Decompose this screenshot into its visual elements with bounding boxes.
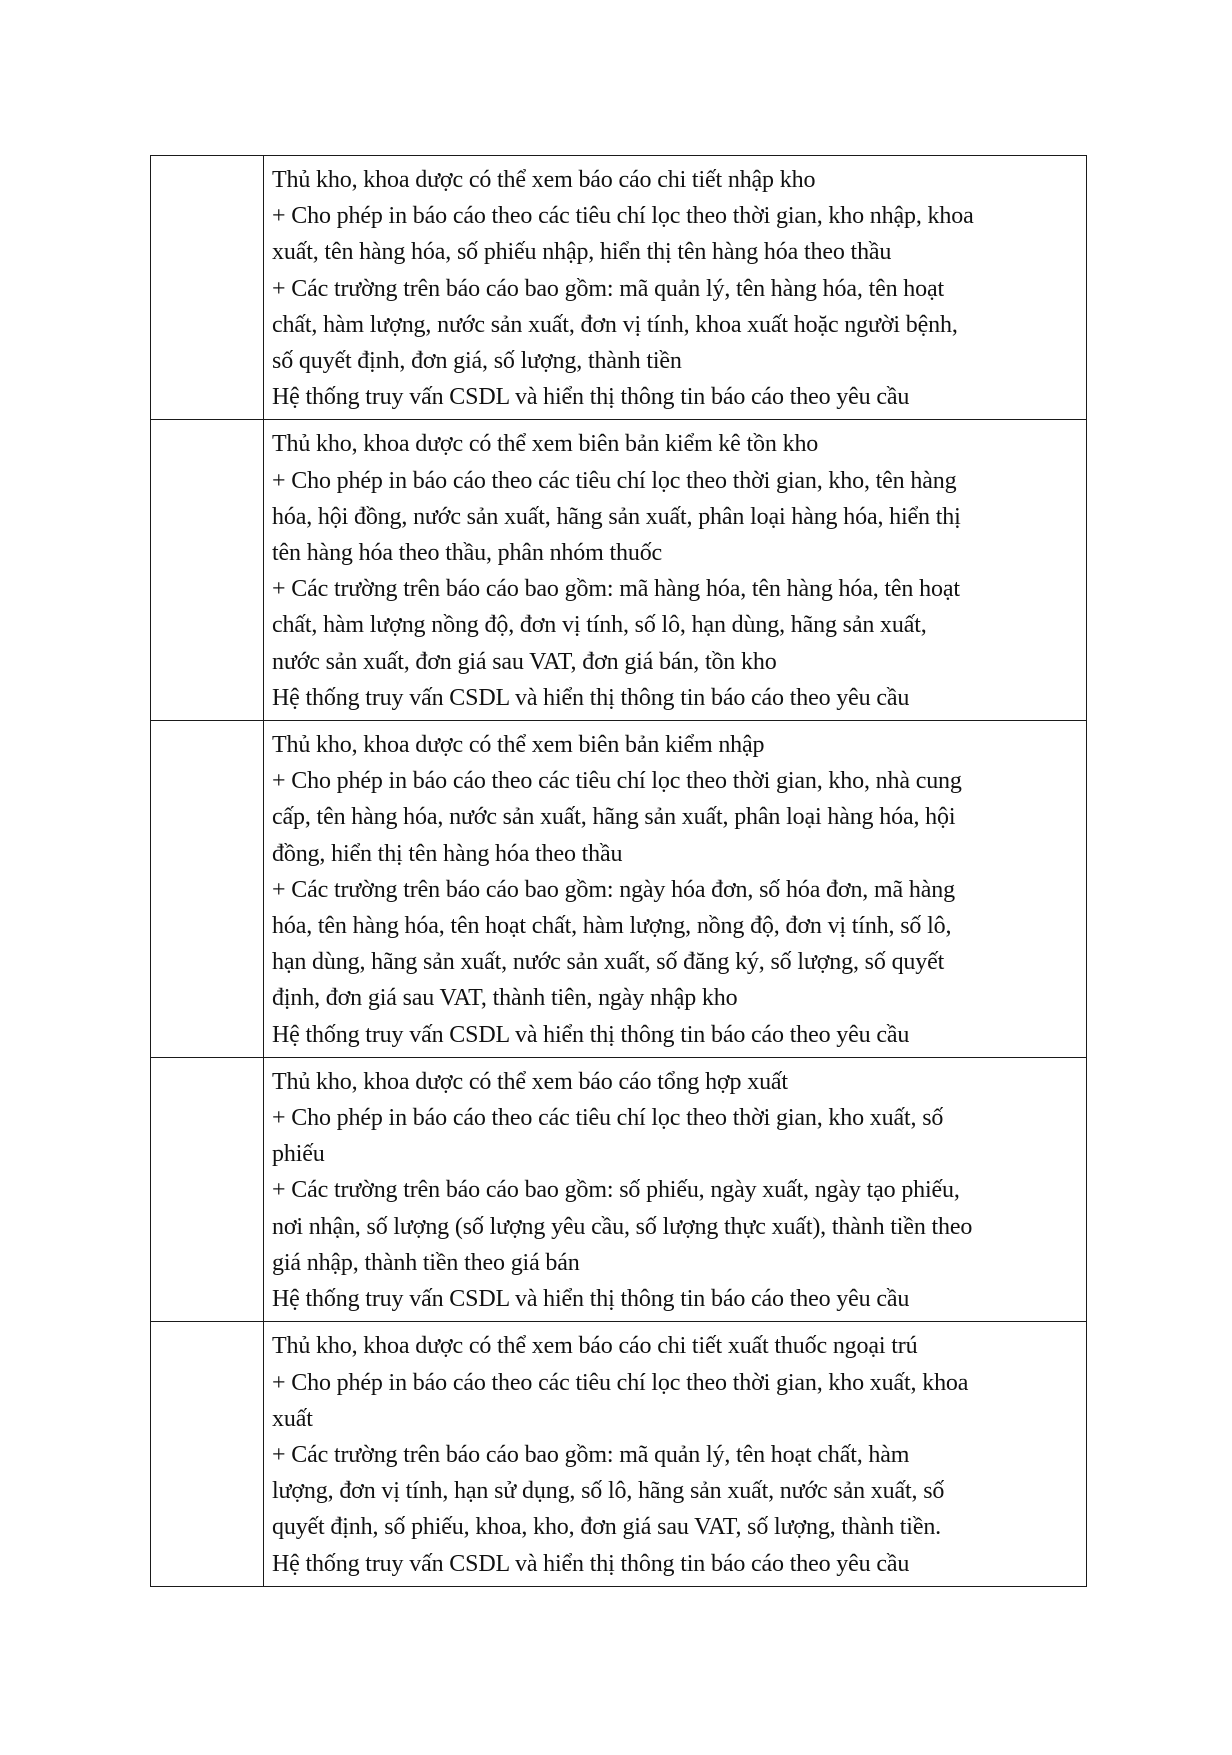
text-line: quyết định, số phiếu, khoa, kho, đơn giá sau VAT, số lượng, thành tiền. [272,1514,942,1541]
row-title: Thủ kho, khoa dược có thể xem báo cáo tổng hợp xuất [272,1068,788,1095]
text-line: lượng, đơn vị tính, hạn sử dụng, số lô, hãng sản xuất, nước sản xuất, số [272,1478,945,1505]
description-cell [264,420,1087,721]
index-cell [151,420,264,721]
text-line: + Các trường trên báo cáo bao gồm: mã quản lý, tên hoạt chất, hàm [272,1441,910,1468]
index-cell [151,1322,264,1586]
text-line: + Các trường trên báo cáo bao gồm: ngày hóa đơn, số hóa đơn, mã hàng [272,876,955,903]
text-line: Hệ thống truy vấn CSDL và hiển thị thông tin báo cáo theo yêu cầu [272,1550,910,1577]
index-cell [151,1057,264,1321]
text-line: xuất [272,1405,313,1432]
text-line: + Các trường trên báo cáo bao gồm: mã quản lý, tên hàng hóa, tên hoạt [272,275,945,302]
text-line: nơi nhận, số lượng (số lượng yêu cầu, số lượng thực xuất), thành tiền theo [272,1213,973,1240]
text-line: hạn dùng, hãng sản xuất, nước sản xuất, số đăng ký, số lượng, số quyết [272,949,945,976]
description-cell [264,1057,1087,1321]
text-line: chất, hàm lượng, nước sản xuất, đơn vị tính, khoa xuất hoặc người bệnh, [272,311,958,338]
description-cell [264,156,1087,420]
text-line: + Các trường trên báo cáo bao gồm: số phiếu, ngày xuất, ngày tạo phiếu, [272,1177,960,1204]
text-line: chất, hàm lượng nồng độ, đơn vị tính, số lô, hạn dùng, hãng sản xuất, [272,612,927,639]
index-cell [151,721,264,1058]
row-title: Thủ kho, khoa dược có thể xem báo cáo chi tiết nhập kho [272,167,816,193]
table-row [151,156,1087,420]
text-line: đồng, hiển thị tên hàng hóa theo thầu [272,840,623,867]
requirements-table [150,155,1087,1587]
description-cell [264,1322,1087,1586]
text-line: + Cho phép in báo cáo theo các tiêu chí lọc theo thời gian, kho xuất, khoa [272,1369,969,1396]
table-row [151,721,1087,1058]
text-line: nước sản xuất, đơn giá sau VAT, đơn giá bán, tồn kho [272,648,777,675]
row-title: Thủ kho, khoa dược có thể xem báo cáo chi tiết xuất thuốc ngoại trú [272,1333,918,1360]
text-line: giá nhập, thành tiền theo giá bán [272,1249,580,1276]
text-line: cấp, tên hàng hóa, nước sản xuất, hãng sản xuất, phân loại hàng hóa, hội [272,804,956,831]
text-line: Hệ thống truy vấn CSDL và hiển thị thông tin báo cáo theo yêu cầu [272,384,910,411]
text-line: + Cho phép in báo cáo theo các tiêu chí lọc theo thời gian, kho xuất, số [272,1105,944,1132]
text-line: tên hàng hóa theo thầu, phân nhóm thuốc [272,540,663,567]
description-cell [264,721,1087,1058]
table-row [151,420,1087,721]
text-line: hóa, hội đồng, nước sản xuất, hãng sản xuất, phân loại hàng hóa, hiển thị [272,503,961,530]
row-title: Thủ kho, khoa dược có thể xem biên bản kiểm nhập [272,732,765,759]
text-line: + Cho phép in báo cáo theo các tiêu chí lọc theo thời gian, kho, tên hàng [272,467,957,494]
text-line: số quyết định, đơn giá, số lượng, thành tiền [272,348,682,375]
table-row [151,1057,1087,1321]
row-title: Thủ kho, khoa dược có thể xem biên bản kiểm kê tồn kho [272,431,819,458]
text-line: phiếu [272,1141,325,1168]
index-cell [151,156,264,420]
text-line: xuất, tên hàng hóa, số phiếu nhập, hiển thị tên hàng hóa theo thầu [272,239,892,266]
text-line: Hệ thống truy vấn CSDL và hiển thị thông tin báo cáo theo yêu cầu [272,684,910,711]
text-line: Hệ thống truy vấn CSDL và hiển thị thông tin báo cáo theo yêu cầu [272,1286,910,1313]
table-row [151,1322,1087,1586]
text-line: + Cho phép in báo cáo theo các tiêu chí lọc theo thời gian, kho, nhà cung [272,768,962,795]
text-line: định, đơn giá sau VAT, thành tiên, ngày nhập kho [272,985,738,1012]
text-line: + Các trường trên báo cáo bao gồm: mã hàng hóa, tên hàng hóa, tên hoạt [272,576,960,603]
text-line: + Cho phép in báo cáo theo các tiêu chí lọc theo thời gian, kho nhập, khoa [272,203,974,230]
text-line: hóa, tên hàng hóa, tên hoạt chất, hàm lượng, nồng độ, đơn vị tính, số lô, [272,913,952,940]
text-line: Hệ thống truy vấn CSDL và hiển thị thông tin báo cáo theo yêu cầu [272,1021,910,1048]
